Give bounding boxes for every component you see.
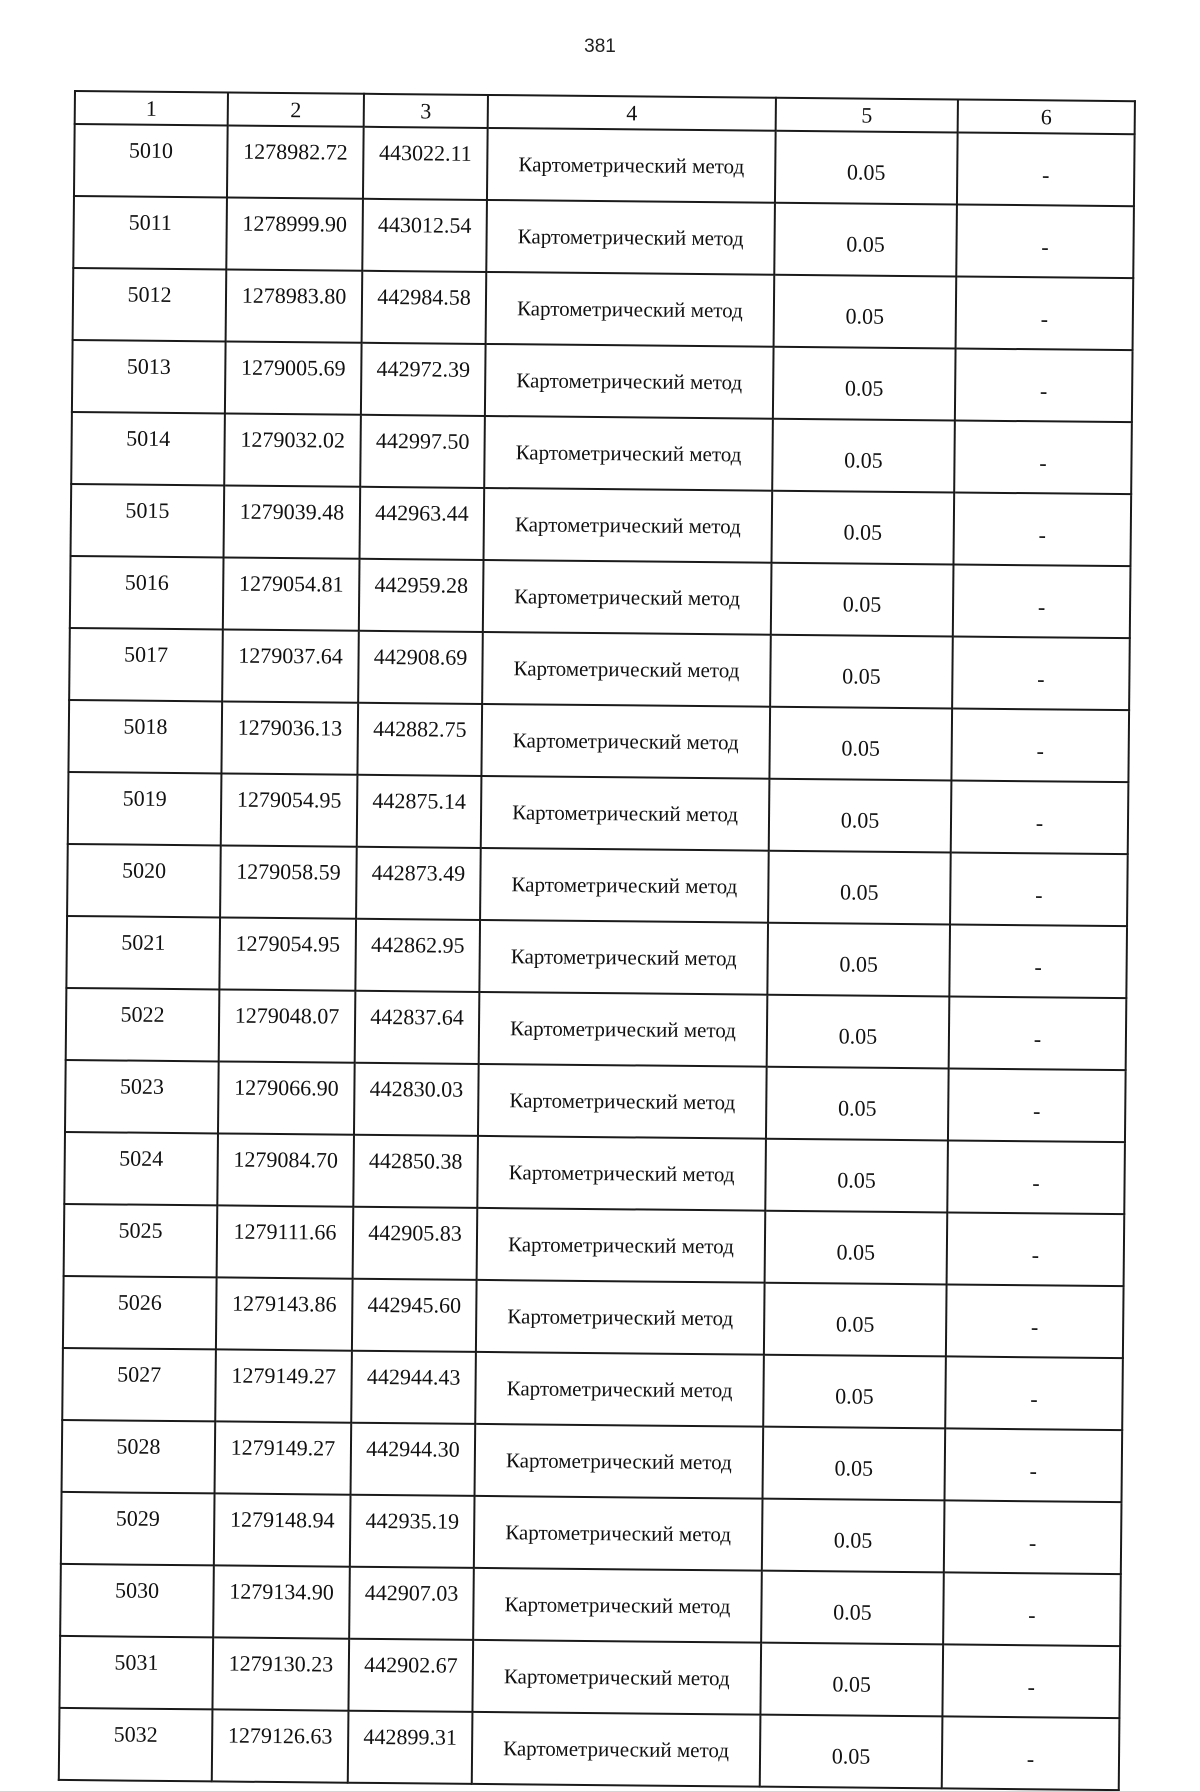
- accuracy-cell: 0.05: [761, 1571, 944, 1645]
- y-coordinate-cell: 442862.95: [355, 919, 480, 992]
- point-id-cell: 5015: [71, 484, 225, 557]
- table-row: [60, 1564, 1121, 1646]
- accuracy-cell: 0.05: [765, 1139, 948, 1213]
- x-coordinate-cell: 1279130.23: [212, 1637, 349, 1710]
- point-id-cell: 5014: [71, 412, 225, 485]
- x-coordinate-cell: 1279066.90: [218, 1061, 355, 1134]
- note-cell: -: [947, 1140, 1125, 1214]
- y-coordinate-cell: 442963.44: [360, 487, 485, 560]
- y-coordinate-cell: 442873.49: [356, 847, 481, 920]
- point-id-cell: 5018: [68, 700, 222, 773]
- column-header: 4: [488, 95, 776, 131]
- point-id-cell: 5019: [68, 772, 222, 845]
- y-coordinate-cell: 442997.50: [360, 415, 485, 488]
- y-coordinate-cell: 442972.39: [361, 343, 486, 416]
- point-id-cell: 5024: [64, 1132, 218, 1205]
- note-cell: -: [950, 852, 1128, 926]
- note-cell: -: [952, 636, 1130, 710]
- y-coordinate-cell: 442837.64: [355, 991, 480, 1064]
- column-header: 2: [228, 92, 364, 126]
- y-coordinate-cell: 442905.83: [353, 1207, 478, 1280]
- point-id-cell: 5031: [59, 1636, 213, 1709]
- table-row: [66, 988, 1127, 1070]
- method-cell: Картометрический метод: [486, 272, 775, 347]
- method-cell: Картометрический метод: [478, 1064, 767, 1139]
- x-coordinate-cell: 1279054.95: [219, 917, 356, 990]
- y-coordinate-cell: 442882.75: [357, 703, 482, 776]
- note-cell: -: [945, 1356, 1123, 1430]
- x-coordinate-cell: 1279048.07: [219, 989, 356, 1062]
- table-row: [72, 340, 1133, 422]
- y-coordinate-cell: 442902.67: [348, 1639, 473, 1712]
- point-id-cell: 5032: [59, 1708, 213, 1781]
- note-cell: -: [949, 924, 1127, 998]
- note-cell: -: [954, 420, 1132, 494]
- x-coordinate-cell: 1279143.86: [216, 1277, 353, 1350]
- column-header: 3: [364, 94, 488, 128]
- method-cell: Картометрический метод: [482, 632, 771, 707]
- table-row: [61, 1492, 1122, 1574]
- accuracy-cell: 0.05: [769, 707, 952, 781]
- accuracy-cell: 0.05: [770, 635, 953, 709]
- point-id-cell: 5017: [69, 628, 223, 701]
- accuracy-cell: 0.05: [765, 1211, 948, 1285]
- method-cell: Картометрический метод: [479, 920, 768, 995]
- point-id-cell: 5016: [70, 556, 224, 629]
- accuracy-cell: 0.05: [767, 995, 950, 1069]
- point-id-cell: 5023: [65, 1060, 219, 1133]
- x-coordinate-cell: 1279126.63: [212, 1709, 349, 1782]
- method-cell: Картометрический метод: [486, 200, 775, 275]
- column-header: 5: [776, 98, 958, 133]
- accuracy-cell: 0.05: [769, 779, 952, 853]
- note-cell: -: [947, 1212, 1125, 1286]
- accuracy-cell: 0.05: [760, 1643, 943, 1717]
- y-coordinate-cell: 442944.43: [351, 1351, 476, 1424]
- note-cell: -: [953, 564, 1131, 638]
- accuracy-cell: 0.05: [764, 1283, 947, 1357]
- table-row: [70, 556, 1131, 638]
- point-id-cell: 5012: [73, 268, 227, 341]
- method-cell: Картометрический метод: [484, 488, 773, 563]
- accuracy-cell: 0.05: [771, 563, 954, 637]
- column-header: 6: [958, 99, 1135, 134]
- method-cell: Картометрический метод: [474, 1496, 763, 1571]
- x-coordinate-cell: 1279036.13: [221, 701, 358, 774]
- method-cell: Картометрический метод: [480, 848, 769, 923]
- table-row: [62, 1420, 1123, 1502]
- accuracy-cell: 0.05: [763, 1355, 946, 1429]
- method-cell: Картометрический метод: [475, 1424, 764, 1499]
- point-id-cell: 5020: [67, 844, 221, 917]
- method-cell: Картометрический метод: [485, 344, 774, 419]
- method-cell: Картометрический метод: [481, 704, 770, 779]
- note-cell: -: [942, 1716, 1120, 1790]
- point-id-cell: 5011: [73, 196, 227, 269]
- y-coordinate-cell: 442850.38: [353, 1135, 478, 1208]
- y-coordinate-cell: 442899.31: [348, 1711, 473, 1784]
- point-id-cell: 5010: [74, 124, 228, 197]
- accuracy-cell: 0.05: [774, 203, 957, 277]
- method-cell: Картометрический метод: [481, 776, 770, 851]
- y-coordinate-cell: 442959.28: [359, 559, 484, 632]
- table-row: [63, 1276, 1124, 1358]
- table-row: [69, 628, 1130, 710]
- note-cell: -: [956, 276, 1134, 350]
- column-header: 1: [75, 91, 228, 125]
- method-cell: Картометрический метод: [477, 1136, 766, 1211]
- y-coordinate-cell: 443012.54: [362, 199, 487, 272]
- point-id-cell: 5030: [60, 1564, 214, 1637]
- note-cell: -: [956, 204, 1134, 278]
- x-coordinate-cell: 1279037.64: [222, 629, 359, 702]
- table-row: [73, 268, 1134, 350]
- table-row: [59, 1636, 1120, 1718]
- y-coordinate-cell: 442984.58: [362, 271, 487, 344]
- point-id-cell: 5026: [63, 1276, 217, 1349]
- accuracy-cell: 0.05: [767, 923, 950, 997]
- x-coordinate-cell: 1278982.72: [227, 125, 364, 198]
- note-cell: -: [942, 1644, 1120, 1718]
- y-coordinate-cell: 442944.30: [351, 1423, 476, 1496]
- note-cell: -: [949, 996, 1127, 1070]
- y-coordinate-cell: 442875.14: [357, 775, 482, 848]
- x-coordinate-cell: 1279084.70: [217, 1133, 354, 1206]
- method-cell: Картометрический метод: [483, 560, 772, 635]
- y-coordinate-cell: 443022.11: [363, 127, 488, 200]
- point-id-cell: 5021: [66, 916, 220, 989]
- point-id-cell: 5022: [66, 988, 220, 1061]
- note-cell: -: [951, 708, 1129, 782]
- x-coordinate-cell: 1279054.95: [221, 773, 358, 846]
- accuracy-cell: 0.05: [760, 1715, 943, 1789]
- table-row: [73, 196, 1134, 278]
- point-id-cell: 5013: [72, 340, 226, 413]
- method-cell: Картометрический метод: [479, 992, 768, 1067]
- page-number: 381: [584, 36, 616, 57]
- y-coordinate-cell: 442908.69: [358, 631, 483, 704]
- x-coordinate-cell: 1279032.02: [224, 413, 361, 486]
- accuracy-cell: 0.05: [775, 131, 958, 205]
- point-id-cell: 5027: [62, 1348, 216, 1421]
- x-coordinate-cell: 1279149.27: [215, 1349, 352, 1422]
- method-cell: Картометрический метод: [473, 1568, 762, 1643]
- accuracy-cell: 0.05: [762, 1499, 945, 1573]
- note-cell: -: [955, 348, 1133, 422]
- table-row: [65, 1060, 1126, 1142]
- note-cell: -: [944, 1500, 1122, 1574]
- method-cell: Картометрический метод: [472, 1712, 761, 1787]
- point-id-cell: 5025: [64, 1204, 218, 1277]
- accuracy-cell: 0.05: [773, 347, 956, 421]
- table-row: [66, 916, 1127, 998]
- method-cell: Картометрический метод: [475, 1352, 764, 1427]
- x-coordinate-cell: 1279005.69: [225, 341, 362, 414]
- table-row: [67, 844, 1128, 926]
- method-cell: Картометрический метод: [477, 1208, 766, 1283]
- x-coordinate-cell: 1278983.80: [226, 269, 363, 342]
- note-cell: -: [957, 132, 1135, 206]
- coordinates-table-container: [58, 90, 1134, 1791]
- point-id-cell: 5029: [61, 1492, 215, 1565]
- accuracy-cell: 0.05: [763, 1427, 946, 1501]
- note-cell: -: [945, 1428, 1123, 1502]
- accuracy-cell: 0.05: [774, 275, 957, 349]
- note-cell: -: [948, 1068, 1126, 1142]
- x-coordinate-cell: 1279039.48: [224, 485, 361, 558]
- note-cell: -: [953, 492, 1131, 566]
- table-body: [59, 124, 1135, 1790]
- table-row: [64, 1132, 1125, 1214]
- method-cell: Картометрический метод: [472, 1640, 761, 1715]
- table-row: [59, 1708, 1120, 1790]
- x-coordinate-cell: 1279149.27: [215, 1421, 352, 1494]
- note-cell: -: [951, 780, 1129, 854]
- x-coordinate-cell: 1278999.90: [226, 197, 363, 270]
- y-coordinate-cell: 442935.19: [350, 1495, 475, 1568]
- note-cell: -: [943, 1572, 1121, 1646]
- x-coordinate-cell: 1279148.94: [214, 1493, 351, 1566]
- method-cell: Картометрический метод: [487, 128, 776, 203]
- method-cell: Картометрический метод: [484, 416, 773, 491]
- table-row: [68, 700, 1129, 782]
- note-cell: -: [946, 1284, 1124, 1358]
- coordinates-table: [58, 90, 1136, 1791]
- accuracy-cell: 0.05: [766, 1067, 949, 1141]
- y-coordinate-cell: 442830.03: [354, 1063, 479, 1136]
- table-row: [64, 1204, 1125, 1286]
- y-coordinate-cell: 442907.03: [349, 1567, 474, 1640]
- x-coordinate-cell: 1279134.90: [213, 1565, 350, 1638]
- accuracy-cell: 0.05: [768, 851, 951, 925]
- x-coordinate-cell: 1279111.66: [217, 1205, 354, 1278]
- x-coordinate-cell: 1279054.81: [223, 557, 360, 630]
- table-row: [74, 124, 1135, 206]
- table-row: [71, 412, 1132, 494]
- method-cell: Картометрический метод: [476, 1280, 765, 1355]
- y-coordinate-cell: 442945.60: [352, 1279, 477, 1352]
- table-row: [62, 1348, 1123, 1430]
- accuracy-cell: 0.05: [771, 491, 954, 565]
- table-row: [68, 772, 1129, 854]
- point-id-cell: 5028: [62, 1420, 216, 1493]
- accuracy-cell: 0.05: [772, 419, 955, 493]
- table-row: [71, 484, 1132, 566]
- x-coordinate-cell: 1279058.59: [220, 845, 357, 918]
